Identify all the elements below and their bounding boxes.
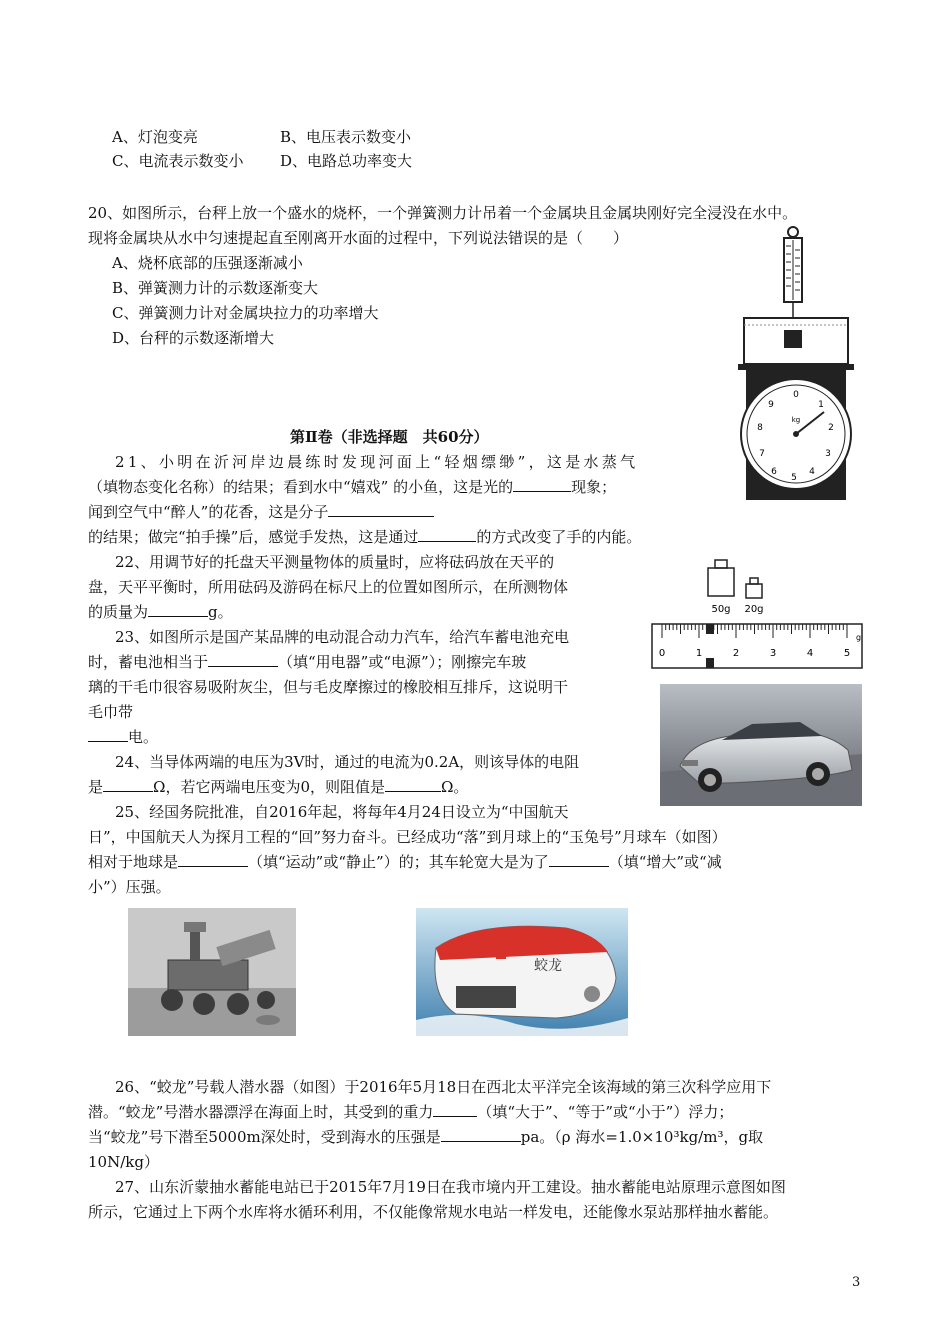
q20-option-d: D、台秤的示数逐渐增大 xyxy=(112,329,275,347)
answer-blank[interactable] xyxy=(385,777,441,792)
q19-option-d: D、电路总功率变大 xyxy=(280,152,413,170)
q24-line2: 是 Ω，若它两端电压变为0，则阻值是 Ω。 xyxy=(88,778,469,796)
q25-line2: 日”，中国航天人为探月工程的“回”努力奋斗。已经成功“落”到月球上的“玉兔号”月球车（如图） xyxy=(88,828,727,846)
dial-number: 2 xyxy=(828,423,834,433)
car-photo xyxy=(660,684,862,806)
q21-line3: 闻到空气中“醉人”的花香，这是分子 xyxy=(88,502,434,522)
answer-blank[interactable] xyxy=(549,852,609,867)
weight-50g-label: 50g xyxy=(711,604,731,615)
dial-number: 5 xyxy=(791,473,797,483)
dial-number: 7 xyxy=(759,449,765,459)
q19-option-c: C、电流表示数变小 xyxy=(112,152,244,170)
section-title: 第Ⅱ卷（非选择题 共60分） xyxy=(290,428,489,446)
q19-option-a: A、灯泡变亮 xyxy=(112,128,198,146)
q21-line4: 的结果；做完“拍手操”后，感觉手发热，这是通过 的方式改变了手的内能。 xyxy=(88,528,642,546)
q25-line3: 相对于地球是 （填“运动”或“静止”）的；其车轮宽大是为了 （填“增大”或“减 xyxy=(88,853,722,871)
q20-option-b: B、弹簧测力计的示数逐渐变大 xyxy=(112,279,319,297)
answer-blank[interactable] xyxy=(208,652,278,667)
scale-unit-label: kg xyxy=(791,416,801,424)
ruler-unit: g xyxy=(856,633,862,642)
rider-marker xyxy=(706,624,714,634)
dial-number: 8 xyxy=(757,423,763,433)
dial-number: 6 xyxy=(771,467,777,477)
q23-line4: 毛巾带 xyxy=(88,703,134,721)
ruler-label: 3 xyxy=(769,648,777,659)
spring-scale-beaker-figure xyxy=(736,224,866,500)
ruler-label: 2 xyxy=(732,648,740,659)
q22-line3: 的质量为 g。 xyxy=(88,603,233,621)
jiaolong-submersible-photo xyxy=(416,908,628,1036)
answer-blank[interactable] xyxy=(328,502,434,517)
dial-number: 3 xyxy=(825,449,831,459)
answer-blank[interactable] xyxy=(103,777,153,792)
dial-number: 1 xyxy=(818,400,824,410)
answer-blank[interactable] xyxy=(88,727,128,742)
ruler-label: 0 xyxy=(658,648,666,659)
q20-option-c: C、弹簧测力计对金属块拉力的功率增大 xyxy=(112,304,379,322)
q27-line1: 27、山东沂蒙抽水蓄能电站已于2015年7月19日在我市境内开工建设。抽水蓄能电站原理示意图如图 xyxy=(115,1178,786,1196)
q25-line1: 25、经国务院批准，自2016年起，将每年4月24日设立为“中国航天 xyxy=(115,803,569,821)
answer-blank[interactable] xyxy=(513,477,571,492)
q21-line2: （填物态变化名称）的结果；看到水中“嬉戏” 的小鱼，这是光的 现象； xyxy=(88,478,617,496)
dial-number: 4 xyxy=(809,467,815,477)
q23-line1: 23、如图所示是国产某品牌的电动混合动力汽车，给汽车蓄电池充电 xyxy=(115,628,570,646)
ruler-label: 1 xyxy=(695,648,703,659)
page-number: 3 xyxy=(852,1275,861,1290)
q22-line1: 22、用调节好的托盘天平测量物体的质量时，应将砝码放在天平的 xyxy=(115,553,555,571)
q21-line1: 21、小明在沂河岸边晨练时发现河面上“轻烟缥缈”，这是水蒸气 xyxy=(115,453,639,471)
q24-line1: 24、当导体两端的电压为3V时，通过的电流为0.2A，则该导体的电阻 xyxy=(115,753,580,771)
q23-line2: 时，蓄电池相当于 （填“用电器”或“电源”）；刚擦完车玻 xyxy=(88,653,527,671)
lunar-rover-photo xyxy=(128,908,296,1036)
ruler-label: 4 xyxy=(806,648,814,659)
q22-line2: 盘，天平平衡时，所用砝码及游码在标尺上的位置如图所示，在所测物体 xyxy=(88,578,569,596)
q26-line4: 10N/kg） xyxy=(88,1153,159,1171)
balance-weights-ruler-figure xyxy=(650,552,865,670)
q20-option-a: A、烧杯底部的压强逐渐减小 xyxy=(112,254,303,272)
answer-blank[interactable] xyxy=(433,1102,477,1117)
answer-blank[interactable] xyxy=(418,527,476,542)
dial-number: 0 xyxy=(793,390,799,400)
submersible-name: 蛟龙 xyxy=(534,958,562,974)
q19-option-b: B、电压表示数变小 xyxy=(280,128,412,146)
q20-stem-line1: 20、如图所示，台秤上放一个盛水的烧杯，一个弹簧测力计吊着一个金属块且金属块刚好完全浸没在水中。 xyxy=(88,204,798,222)
q20-stem-line2: 现将金属块从水中匀速提起直至刚离开水面的过程中，下列说法错误的是（ ） xyxy=(88,229,629,247)
q27-line2: 所示，它通过上下两个水库将水循环利用，不仅能像常规水电站一样发电，还能像水泵站那样抽水蓄能。 xyxy=(88,1203,779,1221)
dial-number: 9 xyxy=(768,400,774,410)
answer-blank[interactable] xyxy=(178,852,248,867)
q26-line2: 潜。“蛟龙”号潜水器漂浮在海面上时，其受到的重力 （填“大于”、“等于”或“小于”）浮力； xyxy=(88,1103,734,1121)
q25-line4: 小”）压强。 xyxy=(88,878,171,896)
answer-blank[interactable] xyxy=(441,1127,521,1142)
q26-line1: 26、“蛟龙”号载人潜水器（如图）于2016年5月18日在西北太平洋完全该海域的第三次科学应用下 xyxy=(115,1078,772,1096)
q26-line3: 当“蛟龙”号下潜至5000m深处时，受到海水的压强是 pa。（ρ 海水=1.0×10³kg/m³，g取 xyxy=(88,1128,764,1146)
ruler-label: 5 xyxy=(843,648,851,659)
q23-line3: 璃的干毛巾很容易吸附灰尘，但与毛皮摩擦过的橡胶相互排斥，这说明干 xyxy=(88,678,569,696)
answer-blank[interactable] xyxy=(148,602,208,617)
q23-line5: 电。 xyxy=(88,727,158,747)
weight-20g-label: 20g xyxy=(744,604,764,615)
